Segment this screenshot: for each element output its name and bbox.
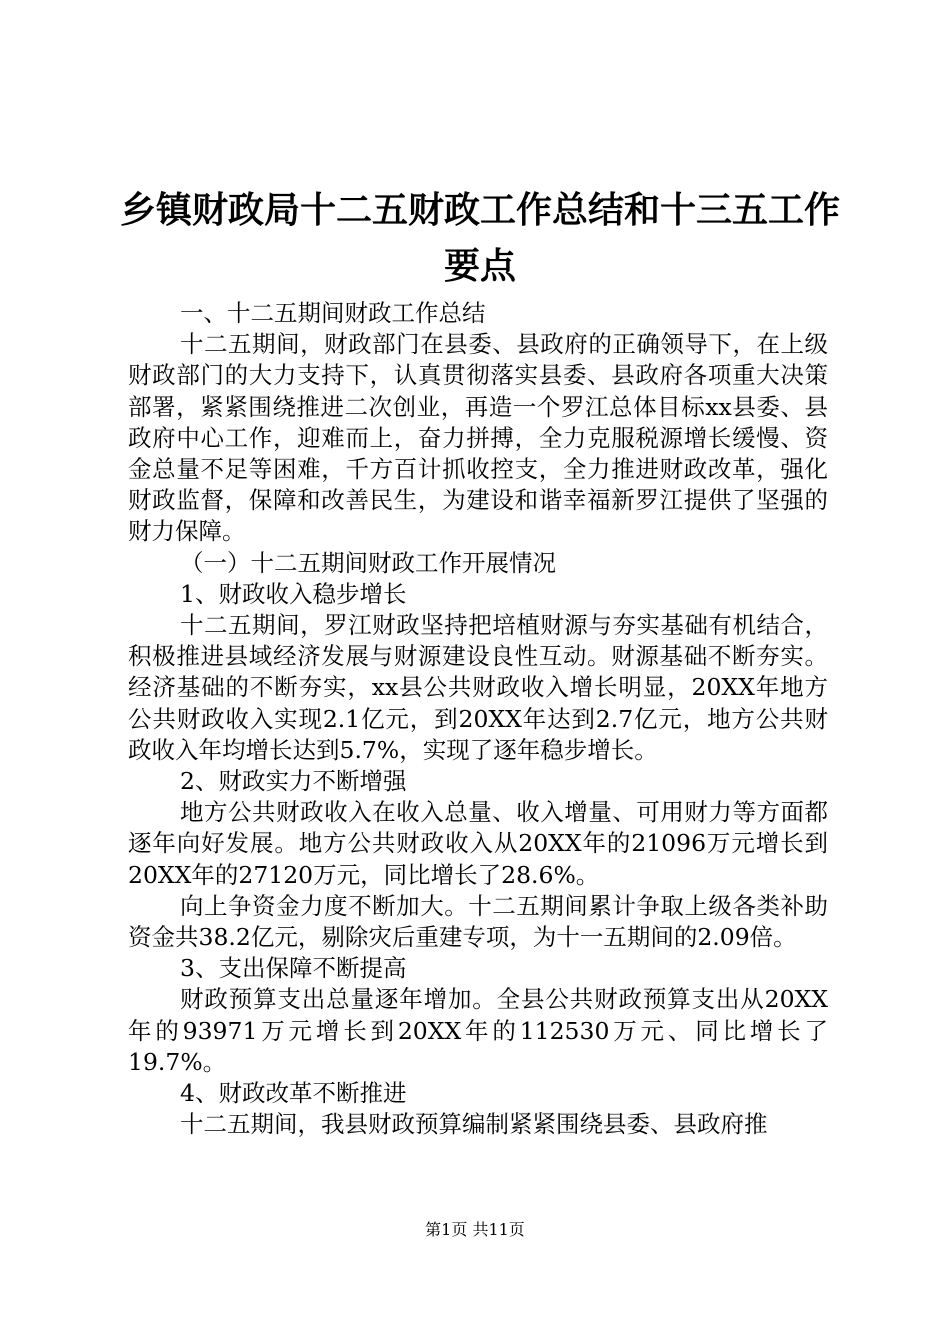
subsection-heading: （一）十二五期间财政工作开展情况 xyxy=(180,548,556,577)
item-heading: 1、财政收入稳步增长 xyxy=(180,579,407,608)
item-heading: 2、财政实力不断增强 xyxy=(180,767,407,796)
document-title-line-2: 要点 xyxy=(443,245,516,287)
body-paragraph: 十二五期间，我县财政预算编制紧紧围绕县委、县政府推 xyxy=(180,1110,768,1139)
document-title-line-1: 乡镇财政局十二五财政工作总结和十三五工作 xyxy=(120,189,841,231)
body-paragraph: 地方公共财政收入在收入总量、收入增量、可用财力等方面都逐年向好发展。地方公共财政收入从20XX年的21096万元增长到20XX年的27120万元，同比增长了28.6%。 xyxy=(128,798,828,889)
document-body xyxy=(128,298,828,1140)
body-paragraph: 十二五期间，罗江财政坚持把培植财源与夯实基础有机结合，积极推进县域经济发展与财源建设良性互动。财源基础不断夯实。经济基础的不断夯实，xx县公共财政收入增长明显，20XX年地方公共财政收入实现2.1亿元，到20XX年达到2.7亿元，地方公共财政收入年均增长达到5.7%，实现了逐年稳步增长。 xyxy=(128,611,828,764)
body-paragraph: 十二五期间，财政部门在县委、县政府的正确领导下，在上级财政部门的大力支持下，认真贯彻落实县委、县政府各项重大决策部署，紧紧围绕推进二次创业，再造一个罗江总体目标xx县委、县政府中心工作，迎难而上，奋力拼搏，全力克服税源增长缓慢、资金总量不足等困难，千方百计抓收控支，全力推进财政改革，强化财政监督，保障和改善民生，为建设和谐幸福新罗江提供了坚强的财力保障。 xyxy=(128,330,828,546)
body-paragraph: 财政预算支出总量逐年增加。全县公共财政预算支出从20XX年的93971万元增长到20XX年的112530万元、同比增长了19.7%。 xyxy=(128,985,828,1076)
section-heading: 一、十二五期间财政工作总结 xyxy=(180,299,486,327)
body-paragraph: 向上争资金力度不断加大。十二五期间累计争取上级各类补助资金共38.2亿元，剔除灾后重建专项，为十一五期间的2.09倍。 xyxy=(128,891,828,952)
page-number-footer: 第1页 共11页 xyxy=(425,1220,525,1239)
item-heading: 3、支出保障不断提高 xyxy=(180,954,407,983)
item-heading: 4、财政改革不断推进 xyxy=(180,1079,407,1108)
